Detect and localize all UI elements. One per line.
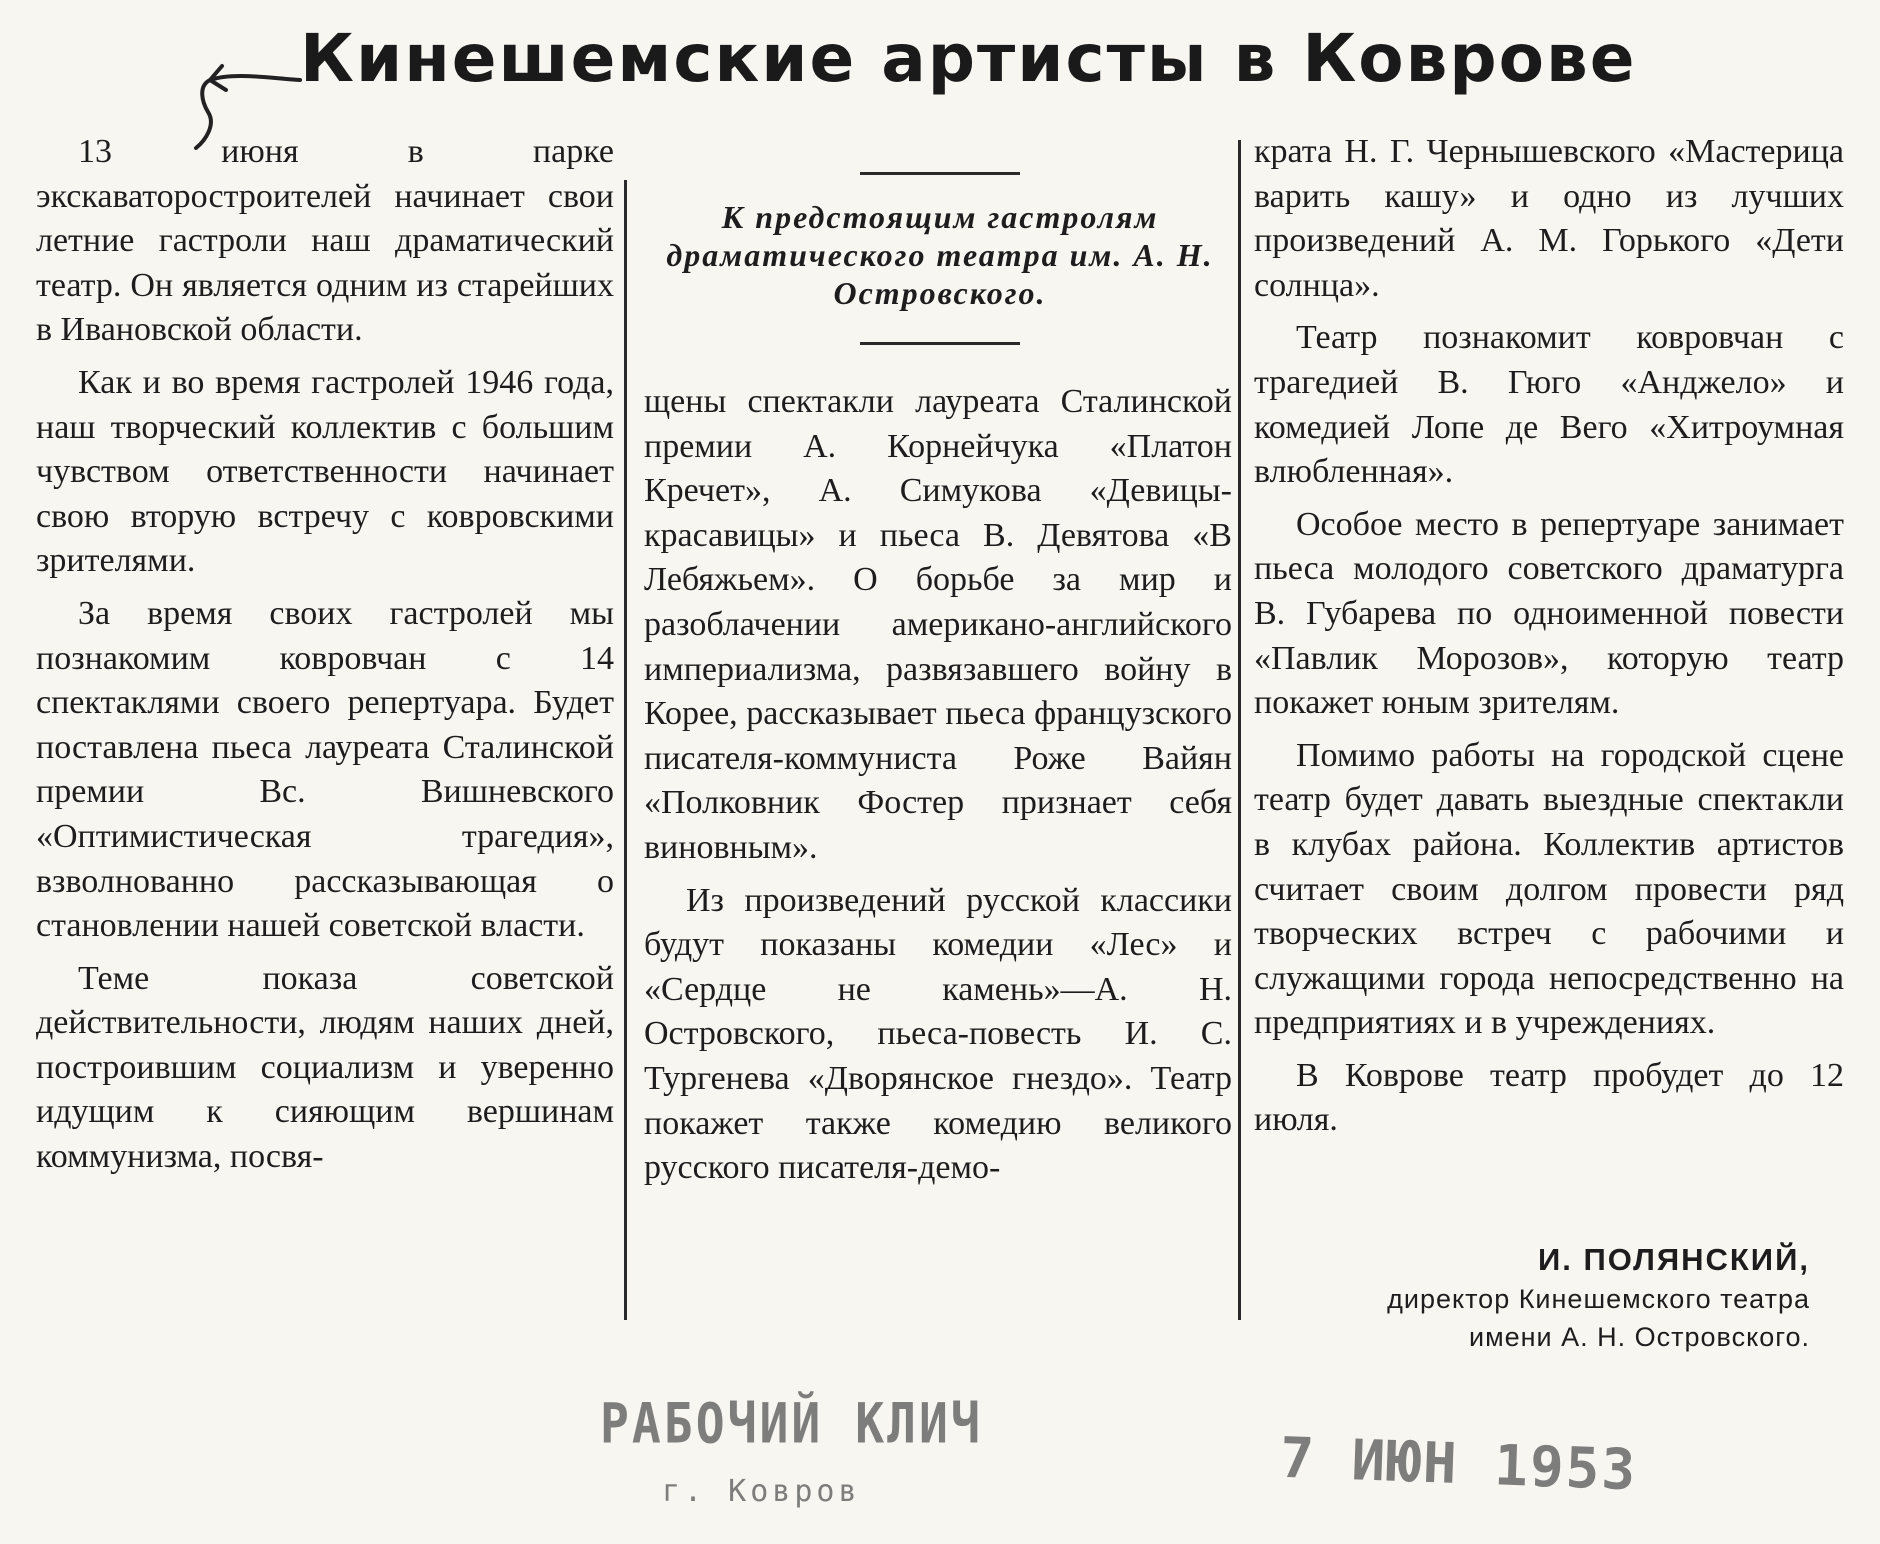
paragraph: За время своих гастролей мы познакомим ковровчан с 14 спектаклями своего репертуара. Будет поставлена пьеса лауреата Сталинской премии Вс. Вишневского «Оптимистическая трагедия», взволнованно рассказывающая о становлении нашей советской власти. — [36, 594, 614, 945]
subhead-rule-bottom — [860, 342, 1020, 345]
paragraph: крата Н. Г. Чернышевского «Мастерица варить кашу» и одно из лучших произведений А. М. Горького «Дети солнца». — [1254, 133, 1844, 304]
city-stamp: г. Ковров — [662, 1474, 861, 1509]
paragraph: Из произведений русской классики будут показаны комедии «Лес» и «Сердце не камень»—А. Н. Островского, пьеса-повесть И. С. Тургенева «Дворянское гнездо». Театр покажет также комедию великого русского писателя-демо- — [644, 881, 1232, 1187]
column-divider — [624, 180, 627, 1320]
paragraph: Теме показа советской действительности, людям наших дней, построившим социализм и уверенно идущим к сияющим вершинам коммунизма, посвя- — [36, 959, 614, 1176]
paragraph: 13 июня в парке экскаваторостроителей начинает свои летние гастроли наш драматический театр. Он является одним из старейших в Ивановской области. — [36, 133, 614, 349]
paragraph: Как и во время гастролей 1946 года, наш творческий коллектив с большим чувством ответственности начинает свою вторую встречу с ковровскими зрителями. — [36, 363, 614, 580]
author-name: И. ПОЛЯНСКИЙ, — [1537, 1242, 1810, 1277]
paragraph: Помимо работы на городской сцене театр будет давать выездные спектакли в клубах района. Коллектив артистов считает своим долгом провести ряд творческих встреч с рабочими и служащими города непосредственно на предприятиях и в учреждениях. — [1254, 736, 1844, 1042]
paragraph: щены спектакли лауреата Сталинской премии А. Корнейчука «Платон Кречет», А. Симукова «Девицы-красавицы» и пьеса В. Девятова «В Лебяжьем». О борьбе за мир и разоблачении американо-английского империализма, развязавшего войну в Корее, рассказывает пьеса французского писателя-коммуниста Роже Вайян «Полковник Фостер признает себя виновным». — [644, 383, 1232, 866]
article-column-3 — [1254, 130, 1844, 1151]
column-divider — [1238, 140, 1241, 1320]
article-column-2 — [644, 380, 1232, 1199]
author-signature — [1262, 1240, 1810, 1356]
article-column-1 — [36, 130, 614, 1188]
paragraph: Особое место в репертуаре занимает пьеса молодого советского драматурга В. Губарева по одноименной повести «Павлик Морозов», которую театр покажет юным зрителям. — [1254, 505, 1844, 722]
article-headline: Кинешемские артисты в Коврове — [300, 20, 1637, 97]
paragraph: В Коврове театр пробудет до 12 июля. — [1254, 1056, 1844, 1139]
article-subhead: К предстоящим гастролям драматического театра им. А. Н. Островского. — [666, 199, 1214, 311]
author-role: имени А. Н. Островского. — [1468, 1322, 1810, 1352]
author-role: директор Кинешемского театра — [1387, 1284, 1810, 1314]
date-stamp: 7 ИЮН 1953 — [1278, 1425, 1639, 1504]
newspaper-stamp: РАБОЧИЙ КЛИЧ — [600, 1391, 983, 1457]
subhead-rule-top — [860, 172, 1020, 175]
paragraph: Театр познакомит ковровчан с трагедией В. Гюго «Анджело» и комедией Лопе де Вего «Хитроумная влюбленная». — [1254, 319, 1844, 491]
